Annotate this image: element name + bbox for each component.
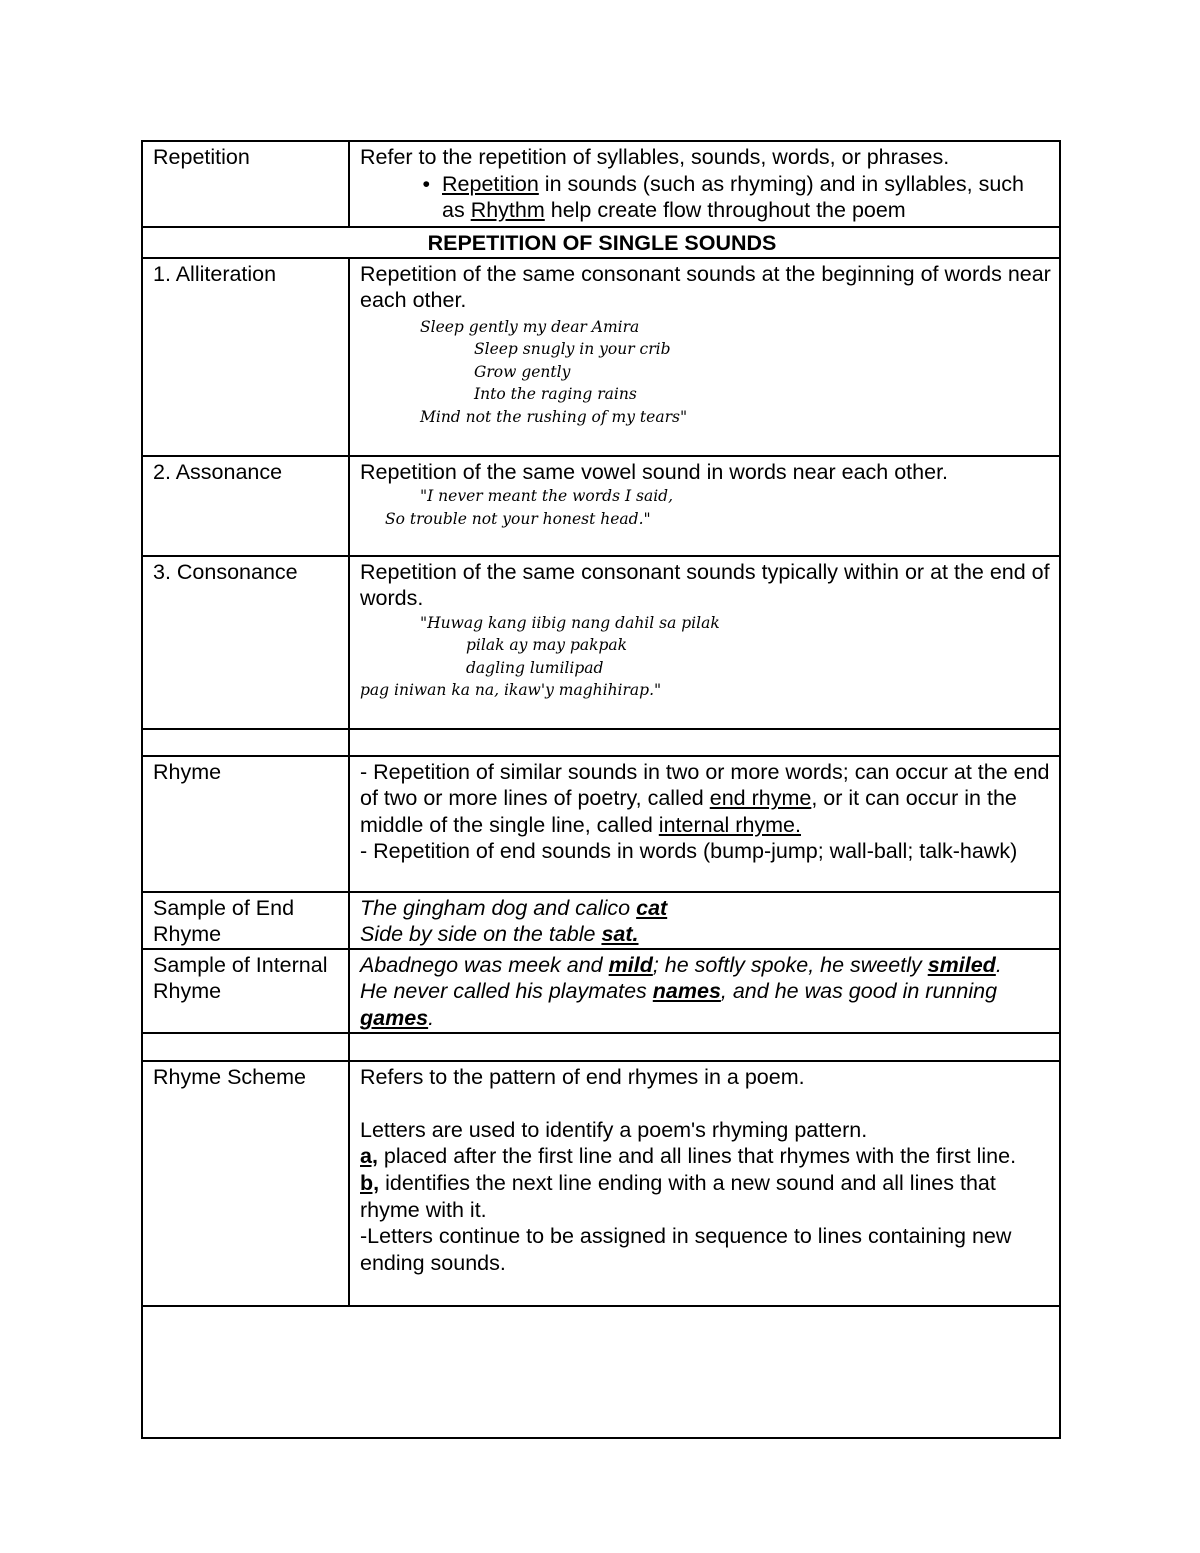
section-header: REPETITION OF SINGLE SOUNDS	[142, 227, 1060, 258]
poem-line: pag iniwan ka na, ikaw'y maghihirap."	[360, 681, 662, 700]
def-rhyme-text: - Repetition of similar sounds in two or more words; can occur at the end of two or more lines of poetry, called end rhyme, or it can occur in the middle of the single line, called internal rhyme.	[360, 759, 1050, 837]
row-end-rhyme	[142, 892, 1060, 949]
row-empty	[142, 1033, 1060, 1061]
def-rhyme-text-2: - Repetition of end sounds in words (bump-jump; wall-ball; talk-hawk)	[360, 839, 1018, 864]
poem-line: Mind not the rushing of my tears"	[420, 407, 688, 426]
poem-line: dagling lumilipad	[466, 658, 604, 677]
row-repetition	[142, 141, 1060, 227]
poem-line: Grow gently	[474, 362, 571, 381]
term-assonance: 2. Assonance	[142, 456, 349, 556]
definitions-table	[141, 140, 1061, 1439]
term-consonance: 3. Consonance	[142, 556, 349, 729]
poem-assonance	[360, 485, 1051, 530]
sample-line: Side by side on the table sat.	[360, 922, 639, 947]
def-rhyme-scheme-text: -Letters continue to be assigned in sequence to lines containing new ending sounds.	[360, 1224, 1012, 1275]
poem-alliteration	[360, 314, 1051, 429]
poem-line: Into the raging rains	[474, 385, 637, 404]
def-repetition	[349, 141, 1060, 227]
row-empty	[142, 729, 1060, 756]
poem-line: pilak ay may pakpak	[466, 636, 628, 655]
sample-internal-rhyme	[349, 949, 1060, 1033]
term-end-rhyme: Sample of End Rhyme	[142, 892, 349, 949]
row-alliteration	[142, 258, 1060, 456]
def-assonance	[349, 456, 1060, 556]
sample-end-rhyme	[349, 892, 1060, 949]
term-repetition: Repetition	[142, 141, 349, 227]
def-rhyme	[349, 756, 1060, 892]
def-assonance-text: Repetition of the same vowel sound in words near each other.	[360, 459, 949, 484]
row-consonance	[142, 556, 1060, 729]
row-rhyme	[142, 756, 1060, 892]
row-section-header	[142, 227, 1060, 258]
bullet-text: Repetition in sounds (such as rhyming) and in syllables, such as Rhythm help create flow throughout the poem	[442, 171, 1025, 223]
row-blank-footer	[142, 1306, 1060, 1438]
def-alliteration-text: Repetition of the same consonant sounds at the beginning of words near each other.	[360, 261, 1051, 313]
term-rhyme-scheme: Rhyme Scheme	[142, 1061, 349, 1306]
def-rhyme-scheme	[349, 1061, 1060, 1306]
def-repetition-text: Refer to the repetition of syllables, sounds, words, or phrases.	[360, 145, 950, 169]
def-rhyme-scheme-text: Refers to the pattern of end rhymes in a poem.	[360, 1064, 805, 1089]
poem-line: Sleep snugly in your crib	[474, 340, 671, 359]
poem-line: So trouble not your honest head."	[385, 509, 651, 528]
def-consonance	[349, 556, 1060, 729]
row-rhyme-scheme	[142, 1061, 1060, 1306]
sample-line: He never called his playmates names, and he was good in running games.	[360, 979, 998, 1030]
def-rhyme-scheme-a: a, placed after the first line and all lines that rhymes with the first line.	[360, 1144, 1017, 1169]
term-internal-rhyme: Sample of Internal Rhyme	[142, 949, 349, 1033]
row-assonance	[142, 456, 1060, 556]
row-internal-rhyme	[142, 949, 1060, 1033]
term-rhyme: Rhyme	[142, 756, 349, 892]
sample-line: Abadnego was meek and mild; he softly spoke, he sweetly smiled.	[360, 952, 1002, 977]
poem-line: Sleep gently my dear Amira	[420, 317, 640, 336]
sample-line: The gingham dog and calico cat	[360, 895, 668, 920]
bullet-item	[360, 171, 1051, 224]
poem-line: "I never meant the words I said,	[420, 487, 674, 506]
poem-consonance	[360, 612, 1051, 702]
poem-line: "Huwag kang iibig nang dahil sa pilak	[420, 613, 720, 632]
term-alliteration: 1. Alliteration	[142, 258, 349, 456]
def-consonance-text: Repetition of the same consonant sounds typically within or at the end of words.	[360, 559, 1050, 611]
def-rhyme-scheme-text: Letters are used to identify a poem's rhyming pattern.	[360, 1117, 868, 1142]
bullet-icon: •	[422, 171, 430, 196]
def-alliteration	[349, 258, 1060, 456]
blank-cell	[142, 1306, 1060, 1438]
def-rhyme-scheme-b: b, identifies the next line ending with a new sound and all lines that rhyme with it.	[360, 1170, 996, 1222]
